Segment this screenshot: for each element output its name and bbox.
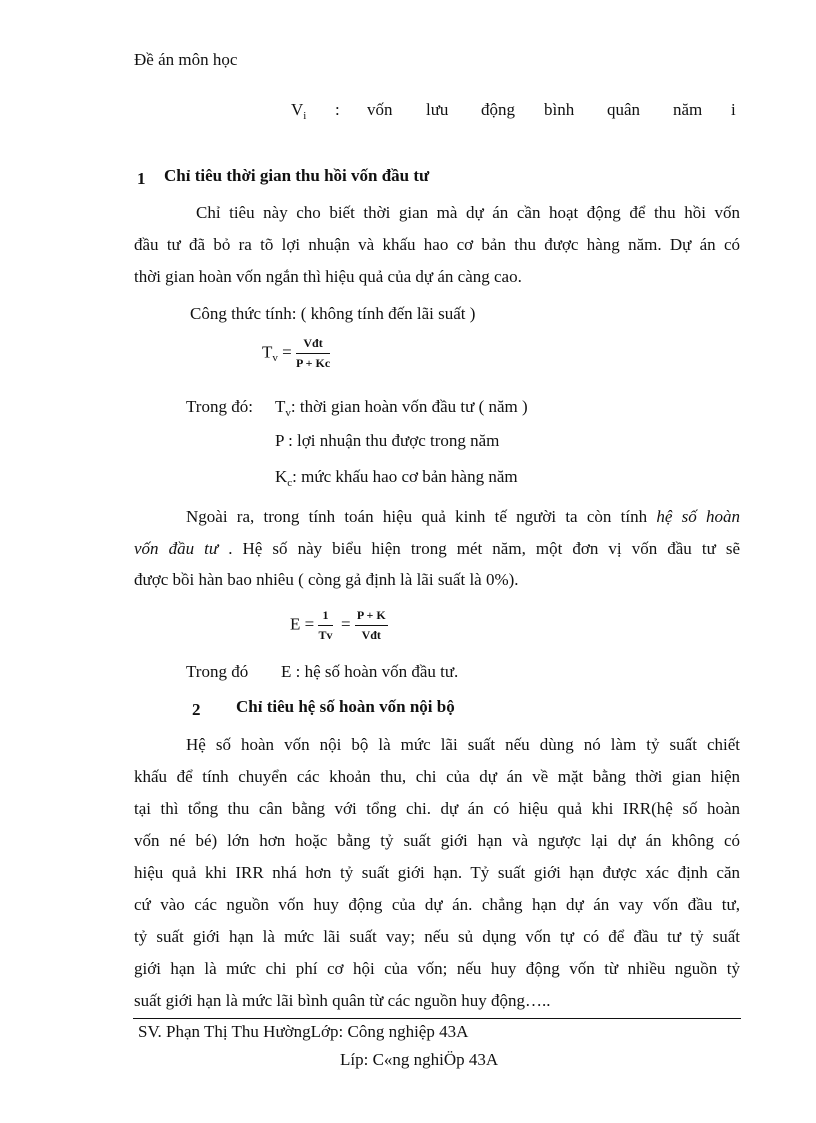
paragraph-line [186,507,740,527]
formula-numerator: P + K [355,608,388,626]
paragraph-line: Hệ số hoàn vốn nội bộ là mức lãi suất nếu dùng nó làm tỷ suất chiết [186,735,740,754]
where-symbol: K [275,467,288,486]
paragraph-text: Ngoài ra, trong tính toán hiệu quả kinh tế người ta còn tính [186,507,648,526]
footer-class-line: Líp: C«ng nghiÖp 43A [340,1050,499,1069]
where-subscript: c [287,477,293,489]
paragraph-line: hiệu quả khi IRR nhá hơn tỷ suất giới hạn. Tỷ suất giới hạn được xác định căn [134,863,740,882]
formula-numerator: Vđt [296,336,330,354]
italic-term: hệ số hoàn [656,507,741,526]
where-item [275,467,518,487]
footer-student-line: SV. Phạn Thị Thu HườngLớp: Công nghiệp 43A [138,1022,469,1041]
formula-denominator: Vđt [361,628,381,642]
paragraph-line: thời gian hoàn vốn ngắn thì hiệu quả của dự án càng cao. [134,267,522,286]
footer-divider [133,1018,741,1019]
formula-equals: = [282,342,292,362]
vi-word: i [731,100,736,119]
paragraph-line: Chỉ tiêu này cho biết thời gian mà dự án cần hoạt động để thu hồi vốn [196,203,740,222]
formula-lhs-sub: v [272,352,278,365]
paragraph-line: cứ vào các nguồn vốn huy động của dự án. chẳng hạn dự án vay vốn đầu tư, [134,895,740,914]
vi-word: vốn [367,100,393,119]
paragraph-line: đầu tư đã bỏ ra tõ lợi nhuận và khấu hao cơ bản thu được hàng năm. Dự án có [134,235,740,254]
vi-word: động [481,100,515,119]
vi-word: năm [673,100,703,119]
where-text: : mức khấu hao cơ bản hàng năm [292,467,518,486]
paragraph-line: được bồi hàn bao nhiêu ( còng gả định là lãi suất là 0%). [134,570,519,589]
vi-colon: : [335,100,340,119]
vi-word: quân [607,100,641,119]
section-1-number: 1 [137,169,146,188]
formula-lhs: E [290,614,301,634]
vi-word: bình [544,100,575,119]
formula-denominator: P + Kc [295,356,331,370]
paragraph-line: khấu để tính chuyển các khoản thu, chi của dự án về mặt bằng thời gian hiện [134,767,740,786]
coefficient-formula [290,608,388,643]
paragraph-line: giới hạn là mức chi phí cơ hội của vốn; nếu huy động vốn từ nhiều nguồn tỷ [134,959,740,978]
vi-subscript: i [303,110,307,122]
formula-fraction [355,608,388,643]
where-text: : lợi nhuận thu được trong năm [283,431,500,450]
formula-lhs: T [262,342,273,362]
italic-term: vốn đầu tư [134,539,219,558]
where-symbol: P [275,431,284,450]
formula-numerator: 1 [318,608,332,626]
formula-label: Công thức tính: ( không tính đến lãi suất ) [190,304,476,323]
formula-equals: = [304,614,315,634]
where-symbol: T [275,397,286,416]
vi-symbol: V [291,100,304,119]
formula-denominator: Tv [318,628,333,642]
section-1-heading: Chỉ tiêu thời gian thu hồi vốn đầu tư [164,166,430,185]
paragraph-line: suất giới hạn là mức lãi bình quân từ các nguồn huy động….. [134,991,551,1010]
where-item [275,397,528,417]
formula-equals: = [341,614,351,634]
where-text: E : hệ số hoàn vốn đầu tư. [281,662,459,681]
where-text: : thời gian hoàn vốn đầu tư ( năm ) [290,397,528,416]
payback-formula [262,336,330,371]
section-2-heading: Chỉ tiêu hệ số hoàn vốn nội bộ [236,697,455,716]
where-label: Trong đó [186,662,249,681]
paragraph-line [134,539,740,559]
where-item [275,431,499,451]
document-header: Đề án môn học [134,50,238,69]
vi-word: lưu [426,100,449,119]
paragraph-text: . Hệ số này biểu hiện trong mét năm, một đơn vị vốn đầu tư sẽ [228,539,741,558]
where-label: Trong đó: [186,397,253,416]
where-subscript: v [285,407,291,419]
paragraph-line: vốn né bé) lớn hơn hoặc bằng tỷ suất giới hạn và ngược lại dự án không có [134,831,740,850]
section-2-number: 2 [192,700,201,719]
formula-fraction [318,608,332,643]
formula-fraction [296,336,330,371]
paragraph-line: tỷ suất giới hạn là mức lãi suất vay; nếu sủ dụng vốn tự có để đầu tư tỷ suất [134,927,740,946]
paragraph-line: tại thì tổng thu cân bằng với tổng chi. dự án có hiệu quả khi IRR(hệ số hoàn [134,799,740,818]
